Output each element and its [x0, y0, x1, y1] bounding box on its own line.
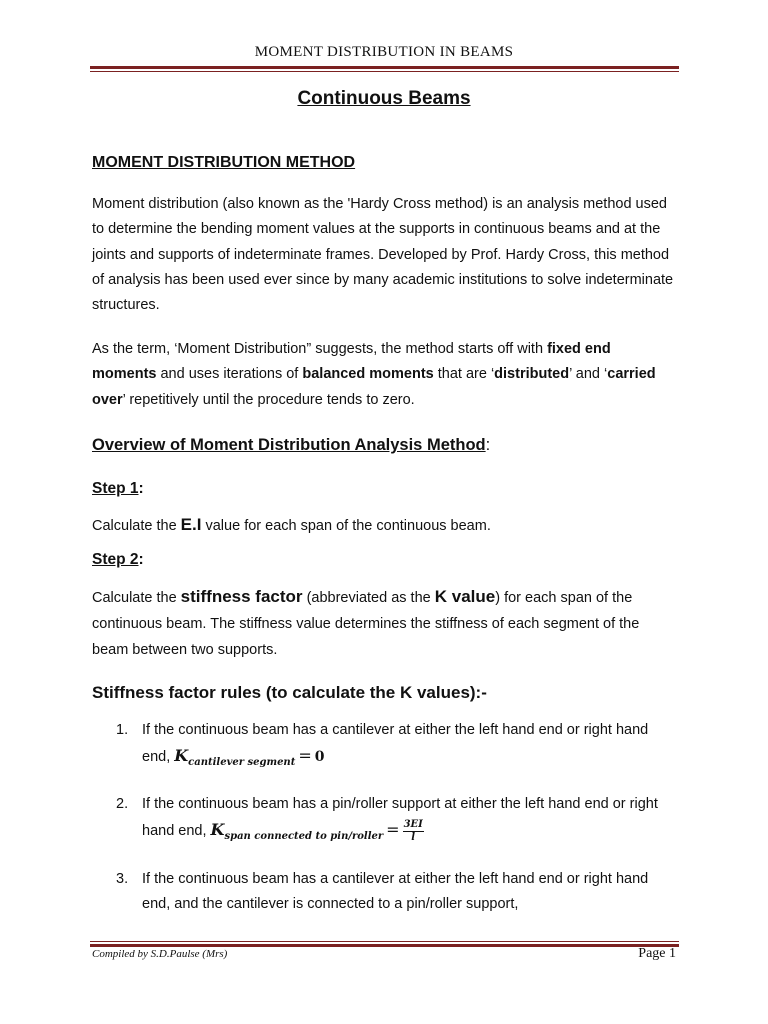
step-2-text: Calculate the stiffness factor (abbreviated as the K value) for each span of the continuous beam. The stiffness value determines the stiffness of each segment of the beam between two supports. [92, 587, 640, 658]
list-item: 1. If the continuous beam has a cantilever at either the left hand end or right hand end, $K_{cantilever segment} = 0$ [116, 722, 649, 768]
stiffness-rules-list [116, 718, 676, 917]
k-cantilever-formula: $K_{cantilever segment} = 0$ [174, 746, 325, 768]
footer-compiled-by: Compiled by S.D.Paulse (Mrs) [92, 948, 228, 960]
fraction: $\frac{3EI}{l}$ [403, 818, 423, 843]
step-1-text: Calculate the E.I value for each span of the continuous beam. [92, 515, 491, 534]
running-header: MOMENT DISTRIBUTION IN BEAMS [254, 44, 514, 60]
term-carried-over: carried over [92, 366, 656, 408]
overview-heading: Overview of Moment Distribution Analysis Method: [92, 436, 491, 454]
footer-rule [90, 941, 679, 947]
list-item: 2. If the continuous beam has a pin/roller support at either the left hand end or right hand end, $K_{span connected to pin/roller}$ = $\frac{3EI}{l}$ [116, 796, 658, 843]
intro-paragraph: Moment distribution (also known as the 'Hardy Cross method) is an analysis method used to determine the bending moment values at the supports in continuous beams and at the joints and supports of indeterminate frames. Developed by Prof. Hardy Cross, this method of analysis has been used ever since by many academic institutions to solve indeterminate structures. [92, 196, 674, 314]
page-title: Continuous Beams [297, 88, 471, 109]
term-paragraph: As the term, ‘Moment Distribution” suggests, the method starts off with fixed end moments and uses iterations of balanced moments that are ‘distributed’ and ‘carried over’ repetitively until the procedure tends to zero. [92, 341, 656, 408]
section-heading-method: MOMENT DISTRIBUTION METHOD [92, 154, 356, 171]
term-fixed-end-moments: fixed end moments [92, 341, 611, 383]
header-rule [90, 66, 679, 72]
term-balanced-moments: balanced moments [302, 366, 434, 383]
term-distributed: distributed [494, 366, 570, 383]
k-pin-roller-formula: $K_{span connected to pin/roller}$ = $\frac{3EI}{l}$ [210, 818, 423, 843]
stiffness-rules-heading: Stiffness factor rules (to calculate the K values):- [92, 683, 487, 702]
list-item: 3. If the continuous beam has a cantilever at either the left hand end or right hand end, and the cantilever is connected to a pin/roller support, [116, 871, 649, 912]
step-1-heading: Step 1: [92, 480, 144, 497]
step-2-heading: Step 2: [92, 551, 144, 568]
page-number: Page 1 [638, 946, 676, 961]
